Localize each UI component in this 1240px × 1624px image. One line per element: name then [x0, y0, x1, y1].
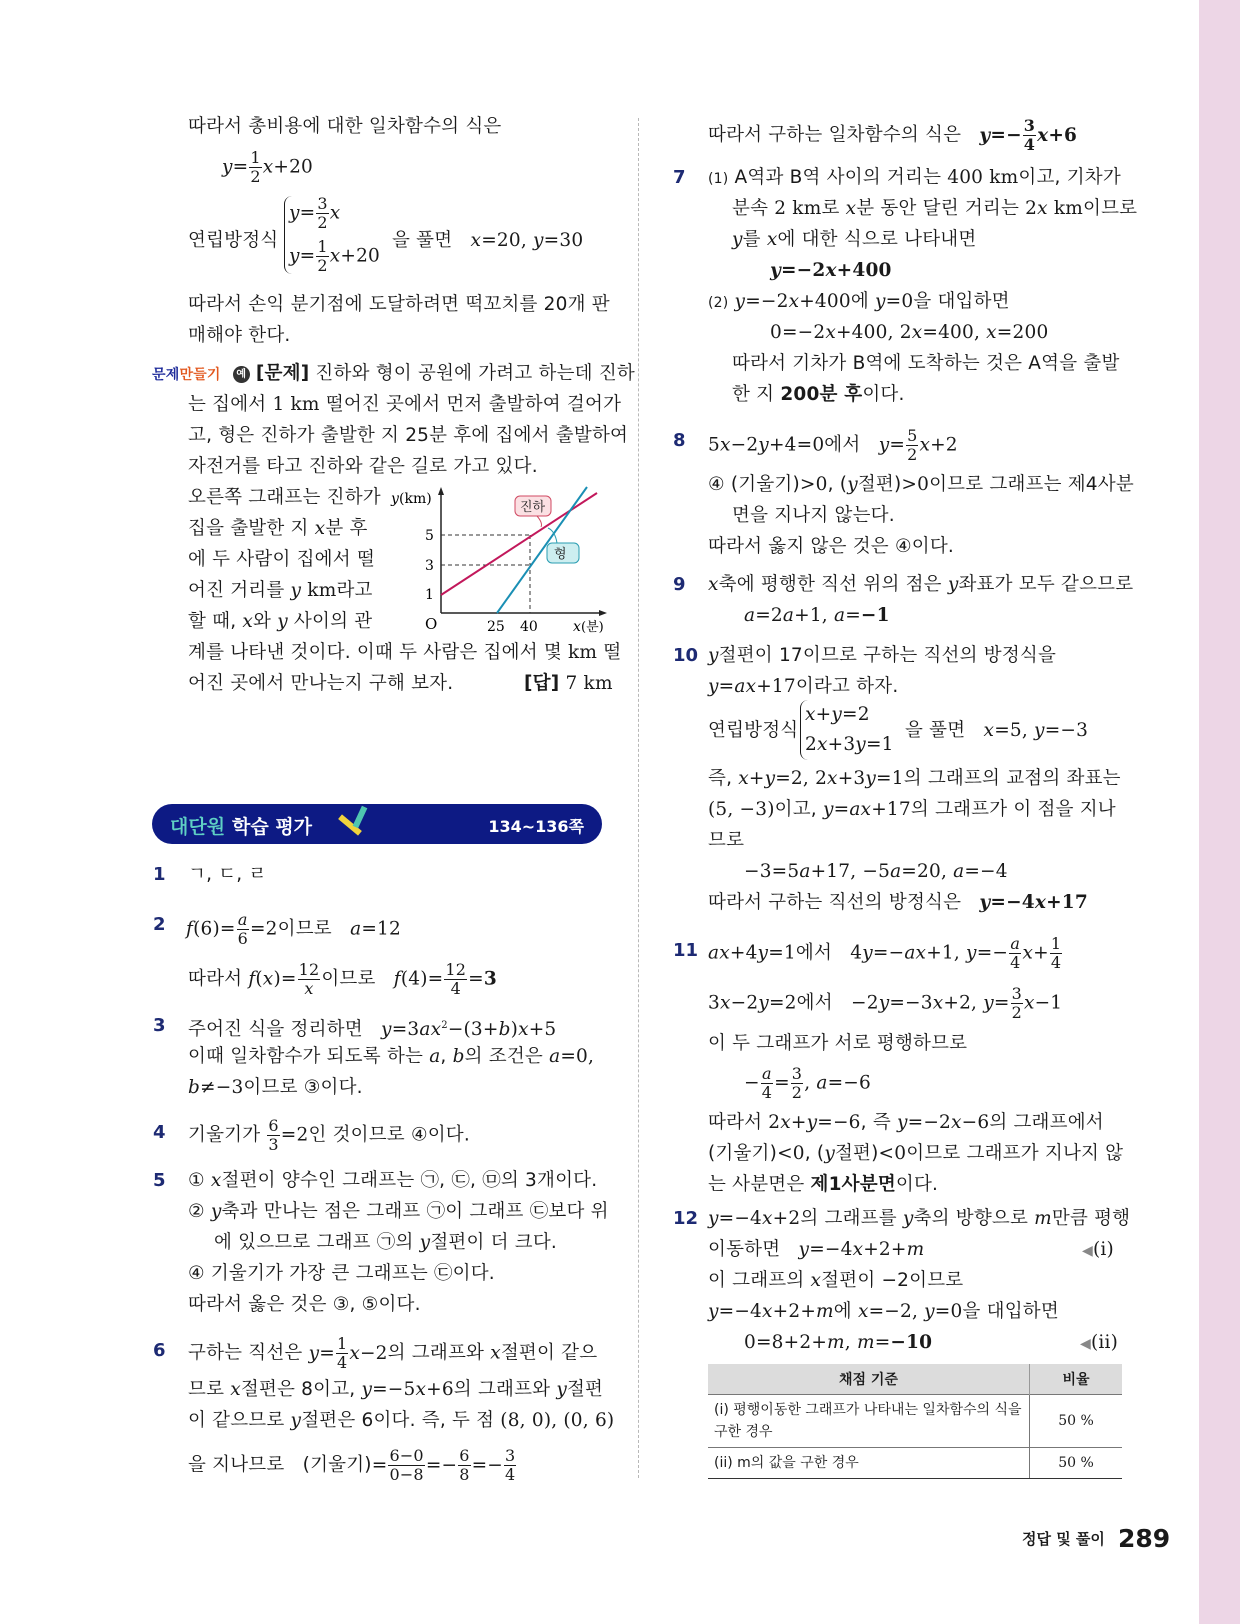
text-line: 연립방정식 — [188, 230, 279, 251]
text-line: 할 때, x와 y 사이의 관 — [188, 611, 373, 632]
text-line: 매해야 한다. — [188, 325, 291, 346]
text-line: 면을 지나지 않는다. — [732, 505, 895, 526]
text-line: x축에 평행한 직선 위의 점은 y좌표가 모두 같으므로 — [708, 574, 1134, 595]
svg-text:형: 형 — [554, 547, 567, 562]
text-line: (5, −3)이고, y=ax+17의 그래프가 이 점을 지나 — [708, 799, 1116, 820]
svg-text:25: 25 — [487, 619, 505, 633]
svg-text:진하: 진하 — [520, 500, 546, 515]
text-line: 이 두 그래프가 서로 평행하므로 — [708, 1033, 968, 1054]
marker-ii: ◀(ii) — [1080, 1332, 1119, 1353]
question-number: 7 — [673, 167, 686, 188]
column-divider — [638, 118, 639, 1478]
question-number: 12 — [673, 1208, 699, 1229]
text-line: ax+4y=1에서 4y=−ax+1, y=− $\frac{a}{4}$ x+ $\frac{1}{4}$ — [708, 934, 1062, 972]
question-number: 2 — [153, 914, 166, 935]
text-line: 따라서 구하는 일차함수의 식은 y=− $\frac{3}{4}$ x+6 — [708, 116, 1078, 154]
text-line: ④ 기울기가 가장 큰 그래프는 ㉢이다. — [188, 1263, 495, 1284]
system-of-equations: y= $\frac{3}{2}$ x y= $\frac{1}{2}$ x+20 — [284, 196, 380, 274]
equation: 0=−2x+400, 2x=400, x=200 — [770, 322, 1049, 343]
table-header: 채점 기준 — [708, 1364, 1030, 1395]
marker-i: ◀(i) — [1082, 1239, 1114, 1260]
page-edge-strip — [1199, 0, 1240, 1624]
equation: 0=8+2+m, m=−10 — [744, 1332, 933, 1353]
text-line: f(6)= $\frac{a}{6}$ =2이므로 a=12 — [186, 910, 401, 948]
text-line: 구하는 직선은 y= $\frac{1}{4}$ x−2의 그래프와 x절편이 같으 — [188, 1334, 598, 1372]
text-line: 에 있으므로 그래프 ㉠의 y절편이 더 크다. — [214, 1232, 557, 1253]
text-line: 따라서 손익 분기점에 도달하려면 떡꼬치를 20개 판 — [188, 294, 610, 315]
text-line: 즉, x+y=2, 2x+3y=1의 그래프의 교점의 좌표는 — [708, 768, 1121, 789]
text-line: 연립방정식 — [708, 720, 799, 741]
text-line: y를 x에 대한 식으로 나타내면 — [732, 229, 977, 250]
text-line: 어진 곳에서 만나는지 구해 보자. — [188, 673, 454, 694]
text-line: 따라서 기차가 B역에 도착하는 것은 A역을 출발 — [732, 353, 1120, 374]
make-problem-line: 문제만들기 예 [문제] 진하와 형이 공원에 가려고 하는데 진하 — [152, 363, 635, 384]
question-number: 8 — [673, 430, 686, 451]
equation: a=2a+1, a=−1 — [744, 605, 890, 626]
text-line: 3x−2y=2에서 −2y=−3x+2, y= $\frac{3}{2}$ x−1 — [708, 984, 1063, 1022]
question-number: 1 — [153, 864, 166, 885]
text-line: ② y축과 만나는 점은 그래프 ㉠이 그래프 ㉢보다 위 — [188, 1201, 609, 1222]
text-line: 을 풀면 x=5, y=−3 — [905, 720, 1089, 741]
text-line: 므로 x절편은 8이고, y=−5x+6의 그래프와 y절편 — [188, 1379, 604, 1400]
table-row: (i) 평행이동한 그래프가 나타내는 일차함수의 식을 구한 경우 50 % — [708, 1395, 1122, 1448]
section-banner: 대단원 학습 평가 134~136쪽 — [152, 804, 602, 844]
svg-text:3: 3 — [425, 558, 434, 574]
text-line: 오른쪽 그래프는 진하가 — [188, 487, 381, 508]
equation: − $\frac{a}{4}$ = $\frac{3}{2}$ , a=−6 — [744, 1064, 871, 1102]
text-line: 분속 2 km로 x분 동안 달린 거리는 2x km이므로 — [732, 198, 1138, 219]
answer: [답] 7 km — [524, 673, 613, 694]
text-line: 고, 형은 진하가 출발한 지 25분 후에 집에서 출발하여 — [188, 425, 629, 446]
question-number: 10 — [673, 645, 699, 666]
text-line: y=−4x+2+m에 x=−2, y=0을 대입하면 — [708, 1301, 1059, 1322]
question-number: 3 — [153, 1015, 166, 1036]
text-line: 므로 — [708, 830, 745, 851]
table-header: 비율 — [1030, 1364, 1123, 1395]
text-line: (2) y=−2x+400에 y=0을 대입하면 — [708, 291, 1010, 312]
text-line: 한 지 200분 후이다. — [732, 384, 905, 405]
question-number: 5 — [153, 1170, 166, 1191]
y-axis-label: (km) — [399, 491, 432, 507]
text-line: 따라서 2x+y=−6, 즉 y=−2x−6의 그래프에서 — [708, 1112, 1104, 1133]
text-line: 따라서 f(x)= $\frac{12}{x}$ 이므로 f(4)= $\frac{12}{4}$ =3 — [188, 960, 497, 998]
text-line: 이 그래프의 x절편이 −2이므로 — [708, 1270, 964, 1291]
text-line: 을 지나므로 (기울기)= $\frac{6-0}{0-8}$ =− $\frac{6}{8}$ =− $\frac{3}{4}$ — [188, 1446, 516, 1484]
text-line: 기울기가 $\frac{6}{3}$ =2인 것이므로 ④이다. — [188, 1116, 470, 1154]
text-line: 을 풀면 x=20, y=30 — [392, 230, 584, 251]
question-number: 6 — [153, 1340, 166, 1361]
text-line: 이때 일차함수가 되도록 하는 a, b의 조건은 a=0, — [188, 1046, 595, 1067]
text-line: 에 두 사람이 집에서 떨 — [188, 549, 375, 570]
text-line: 따라서 옳은 것은 ③, ⑤이다. — [188, 1294, 421, 1315]
text-line: 따라서 총비용에 대한 일차함수의 식은 — [188, 116, 502, 137]
example-icon: 예 — [233, 366, 250, 383]
svg-text:x: x — [573, 619, 581, 633]
text-line: 주어진 식을 정리하면 $y=3ax^2-(3+b)x+5$ — [188, 1019, 557, 1041]
table-row: (ii) m의 값을 구한 경우 50 % — [708, 1448, 1122, 1479]
text-line: 계를 나타낸 것이다. 이때 두 사람은 집에서 몇 km 떨 — [188, 642, 622, 663]
text-line: y절편이 17이므로 구하는 직선의 방정식을 — [708, 645, 1057, 666]
text-line: 어진 거리를 y km라고 — [188, 580, 373, 601]
svg-text:1: 1 — [425, 587, 434, 603]
text-line: 이동하면 y=−4x+2+m — [708, 1239, 925, 1260]
scoring-table — [708, 1364, 1122, 1479]
page-number: 289 — [1118, 1524, 1171, 1553]
svg-text:5: 5 — [425, 528, 434, 544]
text-line: b≠−3이므로 ③이다. — [188, 1077, 363, 1098]
text-line: (1) A역과 B역 사이의 거리는 400 km이고, 기차가 — [708, 167, 1121, 188]
question-number: 4 — [153, 1122, 166, 1143]
page-footer — [1022, 1524, 1170, 1553]
text-line: 는 사분면은 제1사분면이다. — [708, 1174, 939, 1195]
system-of-equations: x+y=2 2x+3y=1 — [800, 700, 894, 760]
text-line: ① x절편이 양수인 그래프는 ㉠, ㉢, ㉤의 3개이다. — [188, 1170, 598, 1191]
svg-text:O: O — [425, 615, 438, 633]
equation: −3=5a+17, −5a=20, a=−4 — [744, 861, 1008, 882]
svg-text:40: 40 — [520, 619, 538, 633]
equation: y=−2x+400 — [770, 260, 892, 281]
footer-label: 정답 및 풀이 — [1022, 1530, 1105, 1548]
page-range: 134~136쪽 — [488, 817, 584, 836]
text-line: y=−4x+2의 그래프를 y축의 방향으로 m만큼 평행 — [708, 1208, 1131, 1229]
text-line: 자전거를 타고 진하와 같은 길로 가고 있다. — [188, 456, 538, 477]
question-number: 11 — [673, 940, 699, 961]
text-line: y=ax+17이라고 하자. — [708, 676, 899, 697]
text-line: (기울기)<0, (y절편)<0이므로 그래프가 지나지 않 — [708, 1143, 1124, 1164]
distance-time-graph — [385, 483, 610, 633]
equation: y= $\frac{1}{2}$ x+20 — [222, 148, 314, 186]
text-line: 5x−2y+4=0에서 y= $\frac{5}{2}$ x+2 — [708, 426, 958, 464]
text-line: 따라서 옳지 않은 것은 ④이다. — [708, 536, 954, 557]
text-line: 집을 출발한 지 x분 후 — [188, 518, 368, 539]
text-line: 이 같으므로 y절편은 6이다. 즉, 두 점 (8, 0), (0, 6) — [188, 1410, 615, 1431]
text-line: ㄱ, ㄷ, ㄹ — [188, 864, 267, 885]
text-line: 는 집에서 1 km 떨어진 곳에서 먼저 출발하여 걸어가 — [188, 394, 622, 415]
make-problem-tag: 문제만들기 — [152, 367, 221, 383]
svg-text:(분): (분) — [581, 620, 604, 633]
text-line: ④ (기울기)>0, (y절편)>0이므로 그래프는 제4사분 — [708, 474, 1134, 495]
question-number: 9 — [673, 574, 686, 595]
svg-text:y: y — [391, 491, 399, 507]
text-line: 따라서 구하는 직선의 방정식은 y=−4x+17 — [708, 892, 1088, 913]
